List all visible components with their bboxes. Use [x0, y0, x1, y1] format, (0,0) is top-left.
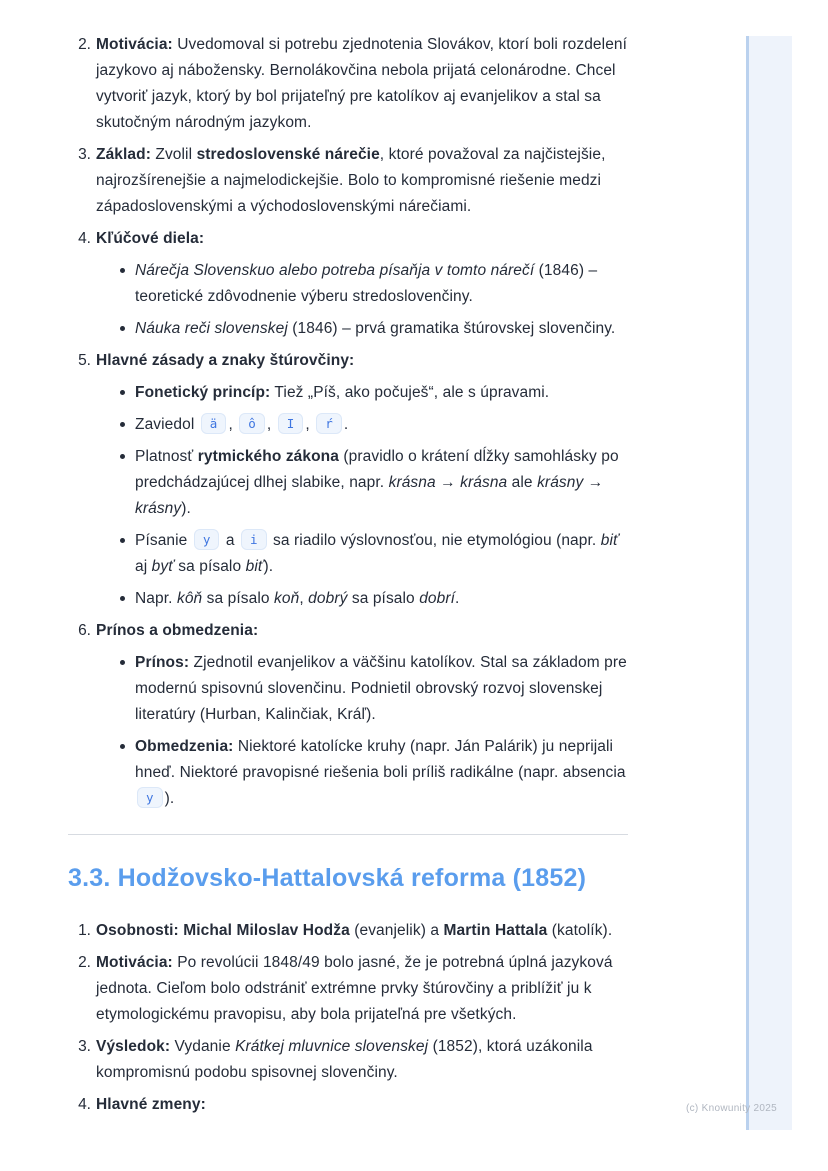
list-item [68, 618, 628, 812]
italic-text: kôň [176, 590, 203, 607]
paragraph [96, 618, 628, 644]
text-run: (evanjelik) a [349, 922, 444, 939]
inline-code-chip: I [278, 413, 304, 434]
list-item-number: 2. [78, 36, 91, 53]
text-run: ). [164, 790, 175, 807]
paragraph [135, 316, 615, 342]
paragraph [96, 918, 628, 944]
bullet-item [96, 734, 628, 812]
text-run: Napr. [135, 590, 177, 607]
paragraph [135, 412, 348, 438]
text-run: , [266, 416, 276, 433]
paragraph [135, 586, 459, 612]
copyright-watermark: (c) Knowunity 2025 [685, 1103, 777, 1114]
list-item-body [96, 32, 628, 136]
paragraph [96, 32, 628, 136]
bullet-item [96, 316, 628, 342]
italic-text: biť [600, 532, 619, 549]
list-item [68, 226, 628, 342]
scrollbar-track[interactable] [746, 36, 792, 1130]
bullet-dot [120, 422, 125, 427]
paragraph [135, 380, 549, 406]
bullet-item [96, 528, 628, 580]
bold-text: rytmického zákona [197, 448, 339, 465]
text-run: sa písalo [173, 558, 246, 575]
bullet-item [96, 258, 628, 310]
list-item-body [96, 142, 628, 220]
italic-text: dobrí [419, 590, 456, 607]
text-run: (pravidlo o krátení dĺžky samohlásky po predchádzajúcej dlhej slabike, napr. [135, 448, 619, 491]
inline-code-chip: ä [201, 413, 227, 434]
text-run: a [221, 532, 239, 549]
inline-code-chip: y [137, 787, 163, 808]
bold-text: Výsledok: [96, 1038, 171, 1055]
inline-code-chip: y [194, 529, 220, 550]
text-run: ). [263, 558, 274, 575]
text-run: Zjednotil evanjelikov a väčšinu katolíkov. Stal sa základom pre modernú spisovnú slovenčinu. Podnietil obrovský rozvoj slovenskej literatúry (Hurban, Kalinčiak, Kráľ). [135, 654, 627, 723]
text-run: ). [181, 500, 191, 517]
text-run: Zaviedol [135, 416, 199, 433]
paragraph [96, 1092, 628, 1118]
bold-text: Motivácia: [96, 954, 173, 971]
italic-text: koň [274, 590, 300, 607]
text-run: . [343, 416, 349, 433]
text-run: ale [507, 474, 538, 491]
document-content [68, 32, 628, 1124]
italic-text: dobrý [308, 590, 348, 607]
italic-text: krásny [537, 474, 584, 491]
paragraph [135, 258, 628, 310]
paragraph [96, 142, 628, 220]
text-run: . [455, 590, 460, 607]
list-item-number: 4. [78, 230, 91, 247]
list-item-number: 2. [78, 954, 91, 971]
bold-text: Prínos: [135, 654, 190, 671]
list-item-body [96, 950, 628, 1028]
bold-text: Základ: [96, 146, 151, 163]
list-item [68, 1092, 628, 1118]
text-run: Vydanie [170, 1038, 236, 1055]
list-item-body [96, 1034, 628, 1086]
list-item-number: 6. [78, 622, 91, 639]
list-item [68, 950, 628, 1028]
paragraph [96, 348, 628, 374]
bullet-dot [120, 454, 125, 459]
text-run: (1852), ktorá uzákonila kompromisnú podobu spisovnej slovenčiny. [96, 1038, 593, 1081]
text-run: Po revolúcii 1848/49 bolo jasné, že je potrebná úplná jazyková jednota. Cieľom bolo odstrániť extrémne prvky štúrovčiny a priblížiť ju k etymologickému pravopisu, aby bola prijateľná pre všetkých. [96, 954, 613, 1023]
list-item-body [96, 918, 628, 944]
bullet-dot [120, 538, 125, 543]
bold-text: Prínos a obmedzenia: [96, 622, 259, 639]
bullet-item [96, 412, 628, 438]
section-heading: 3.3. Hodžovsko-Hattalovská reforma (1852) [68, 864, 587, 892]
list-item-body [96, 1092, 628, 1118]
italic-text: krásna [460, 474, 508, 491]
italic-text: krásna [388, 474, 436, 491]
bullet-dot [120, 596, 125, 601]
bullet-item [96, 444, 628, 522]
text-run: , [299, 590, 309, 607]
text-run: → [435, 474, 461, 491]
text-run: Tiež „Píš, ako počuješ“, ale s úpravami. [270, 384, 550, 401]
paragraph [96, 226, 628, 252]
text-run: aj [135, 558, 152, 575]
text-run: Zvolil [150, 146, 197, 163]
paragraph [135, 528, 628, 580]
text-run: Uvedomoval si potrebu zjednotenia Slovákov, ktorí boli rozdelení jazykovo aj nábožensky. Bernolákovčina nebola prijatá celonárodne. Chcel vytvoriť jazyk, ktorý by bol prijateľný pre katolíkov aj evanjelikov a stal sa skutočným národným jazykom. [96, 36, 628, 131]
list-item [68, 32, 628, 136]
bullet-dot [120, 390, 125, 395]
inline-code-chip: ŕ [316, 413, 342, 434]
list-item [68, 348, 628, 612]
bold-text: Motivácia: [96, 36, 173, 53]
bold-text: stredoslovenské nárečie [196, 146, 380, 163]
list-item-body [96, 348, 628, 612]
italic-text: Krátkej mluvnice slovenskej [235, 1038, 429, 1055]
bold-text: Hlavné zásady a znaky štúrovčiny: [96, 352, 355, 369]
bullet-dot [120, 268, 125, 273]
text-run: Písanie [135, 532, 192, 549]
text-run: sa písalo [202, 590, 275, 607]
text-run: (katolík). [547, 922, 613, 939]
bullet-dot [120, 744, 125, 749]
text-run: (1846) – prvá gramatika štúrovskej slovenčiny. [287, 320, 616, 337]
text-run: → [583, 474, 604, 491]
text-run: , [305, 416, 315, 433]
bold-text: Hlavné zmeny: [96, 1096, 206, 1113]
list-item-body [96, 618, 628, 812]
bold-text: Fonetický princíp: [135, 384, 271, 401]
list-item [68, 918, 628, 944]
list-item [68, 142, 628, 220]
bold-text: Obmedzenia: [135, 738, 234, 755]
text-run: , [228, 416, 238, 433]
inline-code-chip: i [241, 529, 267, 550]
paragraph [135, 734, 628, 812]
text-run: Niektoré katolícke kruhy (napr. Ján Palárik) ju neprijali hneď. Niektoré pravopisné riešenia boli príliš radikálne (napr. absencia [135, 738, 626, 781]
list-item-number: 4. [78, 1096, 91, 1113]
bold-text: Kľúčové diela: [96, 230, 205, 247]
text-run: sa písalo [347, 590, 420, 607]
text-run: (1846) – teoretické zdôvodnenie výberu stredoslovenčiny. [135, 262, 598, 305]
bullet-item [96, 650, 628, 728]
list-item-number: 1. [78, 922, 91, 939]
bullet-dot [120, 326, 125, 331]
paragraph [96, 1034, 628, 1086]
italic-text: Náuka reči slovenskej [135, 320, 288, 337]
bullet-dot [120, 660, 125, 665]
list-item-number: 3. [78, 1038, 91, 1055]
list-item [68, 1034, 628, 1086]
list-item-number: 5. [78, 352, 91, 369]
bullet-item [96, 380, 628, 406]
paragraph [96, 950, 628, 1028]
inline-code-chip: ô [239, 413, 265, 434]
paragraph [135, 650, 628, 728]
italic-text: biť [245, 558, 264, 575]
list-item-number: 3. [78, 146, 91, 163]
bullet-item [96, 586, 628, 612]
text-run: , ktoré považoval za najčistejšie, najrozšírenejšie a najmelodickejšie. Bolo to kompromisné riešenie medzi západoslovenskými a východoslovenskými nárečiami. [96, 146, 606, 215]
text-run: sa riadilo výslovnosťou, nie etymológiou (napr. [268, 532, 601, 549]
text-run: Platnosť [135, 448, 198, 465]
list-item-body [96, 226, 628, 342]
section-divider [68, 834, 628, 835]
paragraph [135, 444, 628, 522]
bold-text: Osobnosti: Michal Miloslav Hodža [96, 922, 350, 939]
bold-text: Martin Hattala [443, 922, 548, 939]
italic-text: byť [151, 558, 174, 575]
italic-text: Nárečja Slovenskuo alebo potreba písaňja v tomto nárečí [135, 262, 535, 279]
italic-text: krásny [135, 500, 182, 517]
